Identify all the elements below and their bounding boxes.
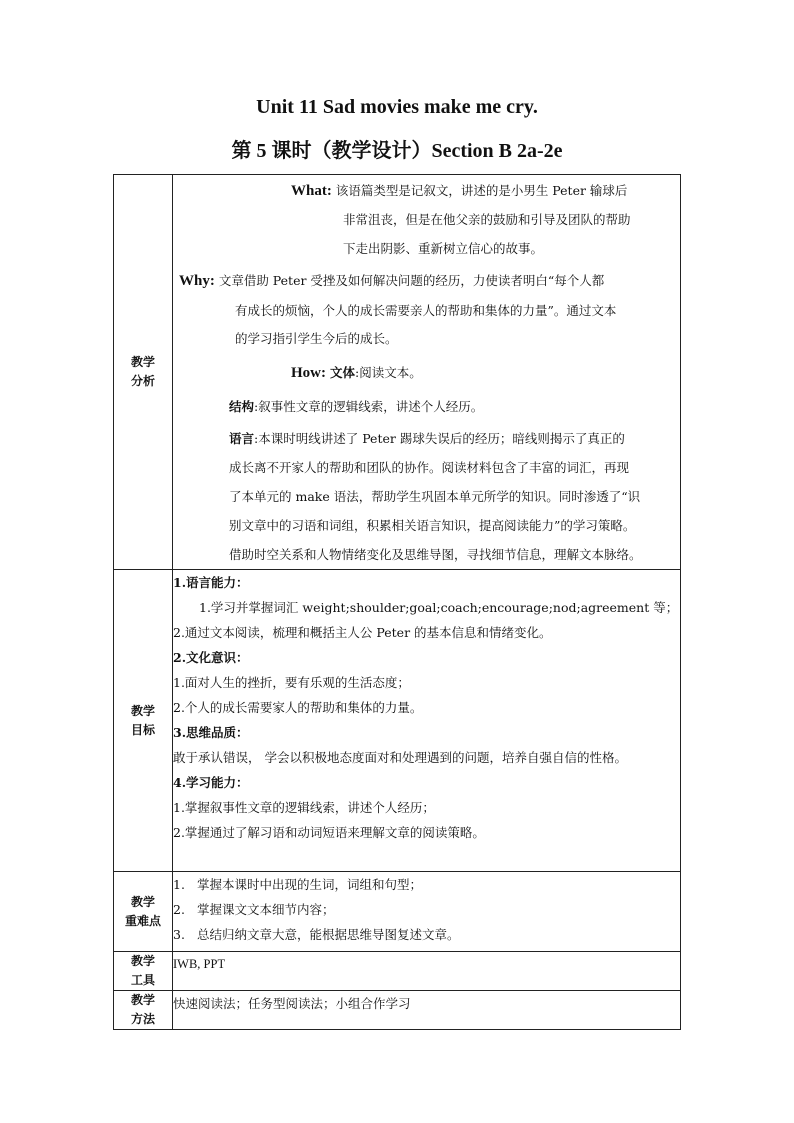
keypoints-label — [114, 872, 173, 952]
keypoint-text: 掌握课文文本细节内容； — [197, 902, 335, 917]
tools-content — [173, 952, 681, 991]
methods-text: 快速阅读法；任务型阅读法；小组合作学习 — [173, 996, 411, 1011]
why-heading: Why: — [179, 273, 215, 289]
goal-item: 1.学习并掌握词汇 weight;shoulder;goal;coach;encourage;nod;agreement 等； — [199, 600, 679, 615]
goal-item: 2.掌握通过了解习语和动词短语来理解文章的阅读策略。 — [173, 825, 485, 840]
label-line: 重难点 — [124, 913, 161, 928]
goal-item: 2.个人的成长需要家人的帮助和集体的力量。 — [173, 700, 423, 715]
language-text: 了本单元的 make 语法，帮助学生巩固本单元所学的知识。同时渗透了“识 — [229, 489, 641, 504]
goal-heading-culture: 2.文化意识： — [173, 650, 249, 665]
lesson-plan-table — [113, 174, 681, 1030]
label-line: 教学 — [130, 703, 155, 718]
why-text: 有成长的烦恼，个人的成长需要亲人的帮助和集体的力量”。通过文本 — [235, 303, 617, 318]
structure-heading: 结构 — [229, 399, 255, 414]
keypoint-item — [173, 922, 680, 947]
keypoint-number: 3. — [173, 927, 185, 942]
what-text: 非常沮丧，但是在他父亲的鼓励和引导及团队的帮助 — [343, 212, 631, 227]
language-text: :本课时明线讲述了 Peter 踢球失误后的经历；暗线则揭示了真正的 — [254, 431, 625, 446]
analysis-row — [114, 175, 681, 570]
keypoint-text: 总结归纳文章大意，能根据思维导图复述文章。 — [197, 927, 460, 942]
analysis-label — [114, 175, 173, 570]
goal-heading-learning: 4.学习能力： — [173, 775, 249, 790]
style-heading: 文体 — [329, 365, 355, 380]
language-text: 借助时空关系和人物情绪变化及思维导图，寻找细节信息，理解文本脉络。 — [229, 547, 642, 562]
goal-item: 1.掌握叙事性文章的逻辑线索，讲述个人经历； — [173, 800, 435, 815]
keypoints-row — [114, 872, 681, 952]
how-heading: How: — [291, 365, 326, 381]
keypoint-text: 掌握本课时中出现的生词，词组和句型； — [197, 877, 423, 892]
label-line: 教学 — [130, 894, 155, 909]
label-line: 教学 — [130, 355, 155, 369]
label-line: 目标 — [130, 722, 155, 737]
keypoint-item — [173, 897, 680, 922]
methods-content — [173, 991, 681, 1030]
style-text: :阅读文本。 — [355, 365, 422, 380]
language-text: 成长离不开家人的帮助和团队的协作。阅读材料包含了丰富的词汇，再现 — [229, 460, 630, 475]
label-line: 方法 — [130, 1012, 155, 1026]
analysis-content — [173, 175, 681, 570]
goals-label — [114, 570, 173, 872]
language-text: 别文章中的习语和词组，积累相关语言知识，提高阅读能力”的学习策略。 — [229, 518, 636, 533]
keypoint-item — [173, 872, 680, 897]
structure-text: :叙事性文章的逻辑线索，讲述个人经历。 — [254, 399, 484, 414]
goals-row — [114, 570, 681, 872]
tools-row — [114, 952, 681, 991]
tools-text: IWB, PPT — [173, 957, 226, 971]
label-line: 工具 — [130, 973, 155, 987]
label-line: 分析 — [130, 374, 155, 388]
what-text: 该语篇类型是记叙文，讲述的是小男生 Peter 输球后 — [335, 183, 628, 198]
label-line: 教学 — [130, 993, 155, 1007]
goals-content — [173, 570, 681, 872]
page-subtitle: 第 5 课时（教学设计）Section B 2a-2e — [231, 140, 563, 162]
goal-heading-thinking: 3.思维品质： — [173, 725, 249, 740]
methods-row — [114, 991, 681, 1030]
what-heading: What: — [291, 183, 332, 199]
language-heading: 语言 — [229, 431, 255, 446]
goal-item: 1.面对人生的挫折，要有乐观的生活态度； — [173, 675, 410, 690]
label-line: 教学 — [130, 954, 155, 968]
methods-label — [114, 991, 173, 1030]
keypoint-number: 1. — [173, 877, 185, 892]
page-title: Unit 11 Sad movies make me cry. — [256, 96, 538, 118]
goal-heading-language: 1.语言能力： — [173, 575, 249, 590]
what-text: 下走出阴影、重新树立信心的故事。 — [343, 241, 544, 256]
tools-label — [114, 952, 173, 991]
keypoint-number: 2. — [173, 902, 185, 917]
why-text: 文章借助 Peter 受挫及如何解决问题的经历，力使读者明白“每个人都 — [218, 273, 605, 288]
goal-item: 敢于承认错误， 学会以积极地态度面对和处理遇到的问题，培养自强自信的性格。 — [173, 750, 627, 765]
why-text: 的学习指引学生今后的成长。 — [235, 331, 398, 346]
keypoints-content — [173, 872, 681, 952]
goal-item: 2.通过文本阅读，梳理和概括主人公 Peter 的基本信息和情绪变化。 — [173, 625, 552, 640]
